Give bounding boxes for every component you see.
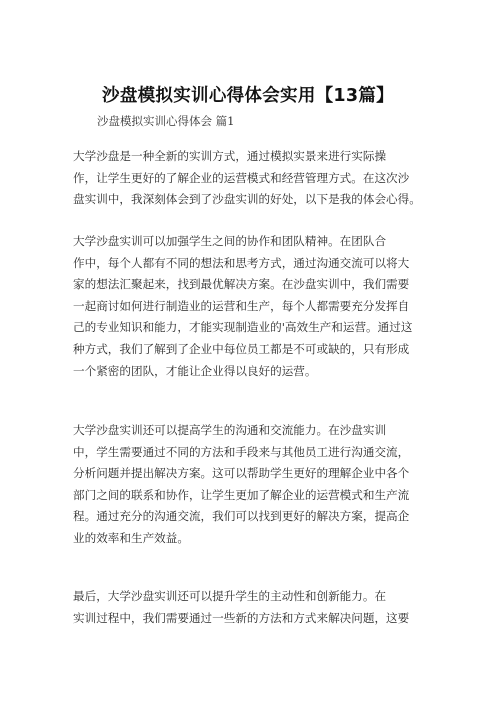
paragraph-1 — [73, 146, 433, 211]
paragraph-line: 一起商讨如何进行制造业的运营和生产，每个人都需要充分发挥自 — [73, 298, 410, 313]
paragraph-line: 最后，大学沙盘实训还可以提升学生的主动性和创新能力。在 — [73, 589, 387, 603]
paragraph-4 — [73, 586, 433, 629]
paragraph-line: 己的专业知识和能力，才能实现制造业的'高效生产和运营。通过这 — [73, 320, 413, 335]
paragraph-line: 实训过程中，我们需要通过一些新的方法和方式来解决问题，这要 — [73, 610, 410, 625]
document-subtitle: 沙盘模拟实训心得体会 篇1 — [97, 114, 235, 128]
paragraph-line: 大学沙盘实训可以加强学生之间的协作和团队精神。在团队合 — [73, 234, 387, 248]
paragraph-line: 作，让学生更好的了解企业的运营模式和经营管理方式。在这次沙 — [73, 170, 410, 185]
paragraph-2 — [73, 231, 433, 382]
paragraph-line: 家的想法汇聚起来，找到最优解决方案。在沙盘实训中，我们需要 — [73, 277, 410, 292]
paragraph-line: 作中，每个人都有不同的想法和思考方式，通过沟通交流可以将大 — [73, 255, 410, 270]
paragraph-line: 中，学生需要通过不同的方法和手段来与其他员工进行沟通交流， — [73, 444, 410, 459]
document-title: 沙盘模拟实训心得体会实用【13篇】 — [102, 86, 394, 106]
paragraph-line: 业的效率和生产效益。 — [73, 530, 189, 545]
paragraph-line: 大学沙盘实训还可以提高学生的沟通和交流能力。在沙盘实训 — [73, 423, 387, 437]
paragraph-3 — [73, 420, 433, 550]
paragraph-line: 大学沙盘是一种全新的实训方式，通过模拟实景来进行实际操 — [73, 149, 387, 163]
paragraph-line: 一个紧密的团队，才能让企业得以良好的运营。 — [73, 363, 317, 378]
paragraph-line: 程。通过充分的沟通交流，我们可以找到更好的解决方案，提高企 — [73, 509, 410, 524]
paragraph-line: 种方式，我们了解到了企业中每位员工都是不可或缺的，只有形成 — [73, 341, 410, 356]
paragraph-line: 分析问题并提出解决方案。这可以帮助学生更好的理解企业中各个 — [73, 466, 410, 481]
paragraph-line: 部门之间的联系和协作，让学生更加了解企业的运营模式和生产流 — [73, 487, 410, 502]
paragraph-line: 盘实训中，我深刻体会到了沙盘实训的好处，以下是我的体会心得。 — [73, 192, 421, 207]
